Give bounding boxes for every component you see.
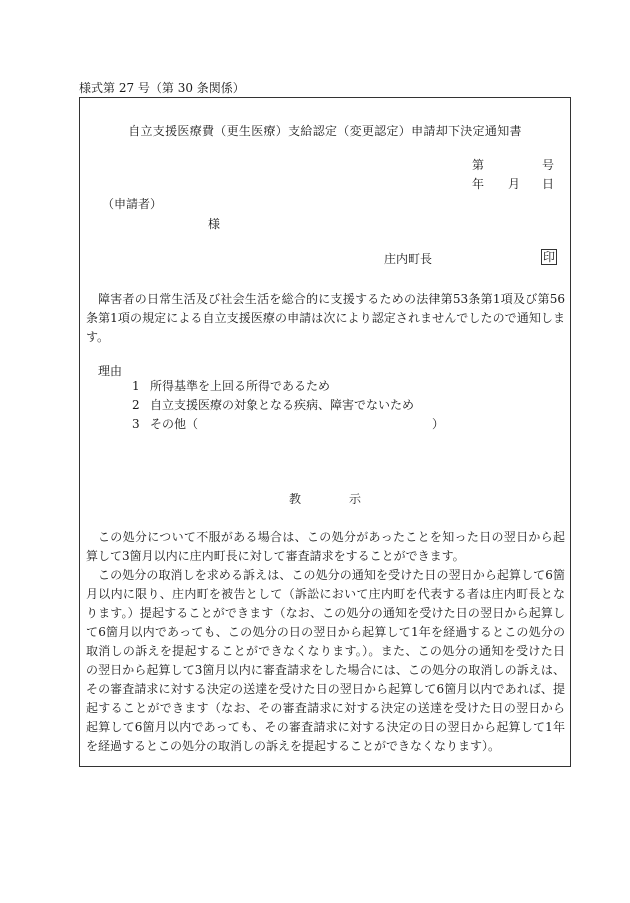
notice-document (79, 97, 571, 767)
date-month: 月 (508, 177, 521, 191)
form-number: 様式第 27 号（第 30 条関係） (79, 81, 245, 95)
reason-other-close: ） (432, 417, 445, 431)
reason-number: 2 (132, 398, 140, 412)
applicant-honorific: 様 (208, 217, 221, 231)
reason-item (132, 396, 452, 415)
seal-mark (541, 249, 557, 265)
seal-text: 印 (543, 250, 556, 264)
date-day: 日 (542, 177, 555, 191)
reason-text: その他（ (150, 417, 199, 431)
notice-body: 障害者の日常生活及び社会生活を総合的に支援するための法律第53条第1項及び第56条第1項の規定による自立支援医療の申請は次により認定されませんでしたので通知します。 (86, 292, 565, 344)
reason-item (132, 377, 452, 396)
reason-list (132, 377, 452, 434)
date-year: 年 (472, 177, 485, 191)
document-number-suffix: 号 (542, 158, 555, 172)
reason-text: 自立支援医療の対象となる疾病、障害でないため (150, 398, 415, 412)
document-title: 自立支援医療費（更生医療）支給認定（変更認定）申請却下決定通知書 (128, 124, 522, 138)
applicant-label: （申請者） (102, 197, 163, 211)
issuer-name: 庄内町長 (384, 252, 433, 266)
instruction-paragraph: この処分の取消しを求める訴えは、この処分の通知を受けた日の翌日から起算して6箇月以内に限り、庄内町を被告として（訴訟において庄内町を代表する者は庄内町長となります。）提起することができます（なお、この処分の通知を受けた日の翌日から起算して6箇月以内であっても、この処分の日の翌日から起算して1年を経過するとこの処分の取消しの訴えを提起することができなくなります。）。また、この処分の通知を受けた日の翌日から起算して3箇月以内に審査請求をした場合には、この処分の取消しの訴えは、その審査請求に対する決定の送達を受けた日の翌日から起算して6箇月以内であれば、提起することができます（なお、その審査請求に対する決定の送達を受けた日の翌日から起算して6箇月以内であっても、その審査請求に対する決定の日の翌日から起算して1年を経過するとこの処分の取消しの訴えを提起することができなくなります）。 (86, 568, 565, 753)
reason-text: 所得基準を上回る所得であるため (150, 379, 331, 393)
instruction-title: 教示 (288, 492, 409, 506)
document-number-prefix: 第 (472, 158, 485, 172)
reason-number: 1 (132, 379, 140, 393)
reason-item (132, 415, 452, 434)
reason-number: 3 (132, 417, 140, 431)
reason-label: 理由 (98, 364, 123, 378)
instruction-text (86, 528, 565, 756)
instruction-paragraph: この処分について不服がある場合は、この処分があったことを知った日の翌日から起算して3箇月以内に庄内町長に対して審査請求をすることができます。 (86, 530, 565, 563)
